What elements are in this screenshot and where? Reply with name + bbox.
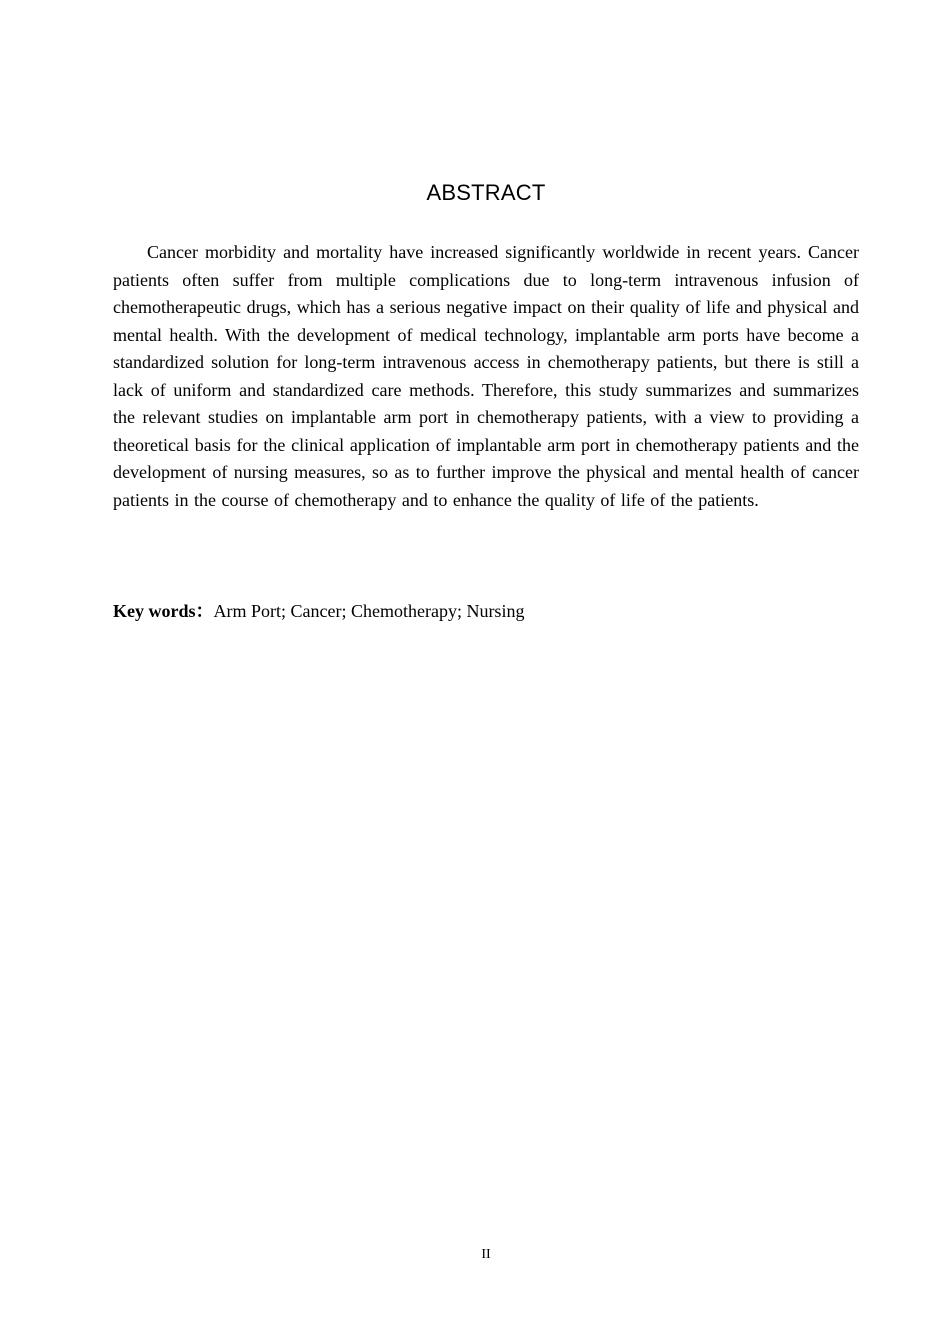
page-number: II bbox=[481, 1247, 491, 1262]
keywords-line bbox=[113, 598, 859, 625]
keywords-label: Key words： bbox=[113, 601, 214, 621]
keywords-value: Arm Port; Cancer; Chemotherapy; Nursing bbox=[213, 601, 525, 621]
abstract-title: ABSTRACT bbox=[426, 180, 546, 205]
abstract-body: Cancer morbidity and mortality have increased significantly worldwide in recent years. Cancer patients often suffer from multiple complications due to long-term intravenous infusion of chemotherapeutic drugs, which has a serious negative impact on their quality of life and physical and mental health. With the development of medical technology, implantable arm ports have become a standardized solution for long-term intravenous access in chemotherapy patients, but there is still a lack of uniform and standardized care methods. Therefore, this study summarizes and summarizes the relevant studies on implantable arm port in chemotherapy patients, with a view to providing a theoretical basis for the clinical application of implantable arm port in chemotherapy patients and the development of nursing measures, so as to further improve the physical and mental health of cancer patients in the course of chemotherapy and to enhance the quality of life of the patients. bbox=[113, 242, 859, 510]
